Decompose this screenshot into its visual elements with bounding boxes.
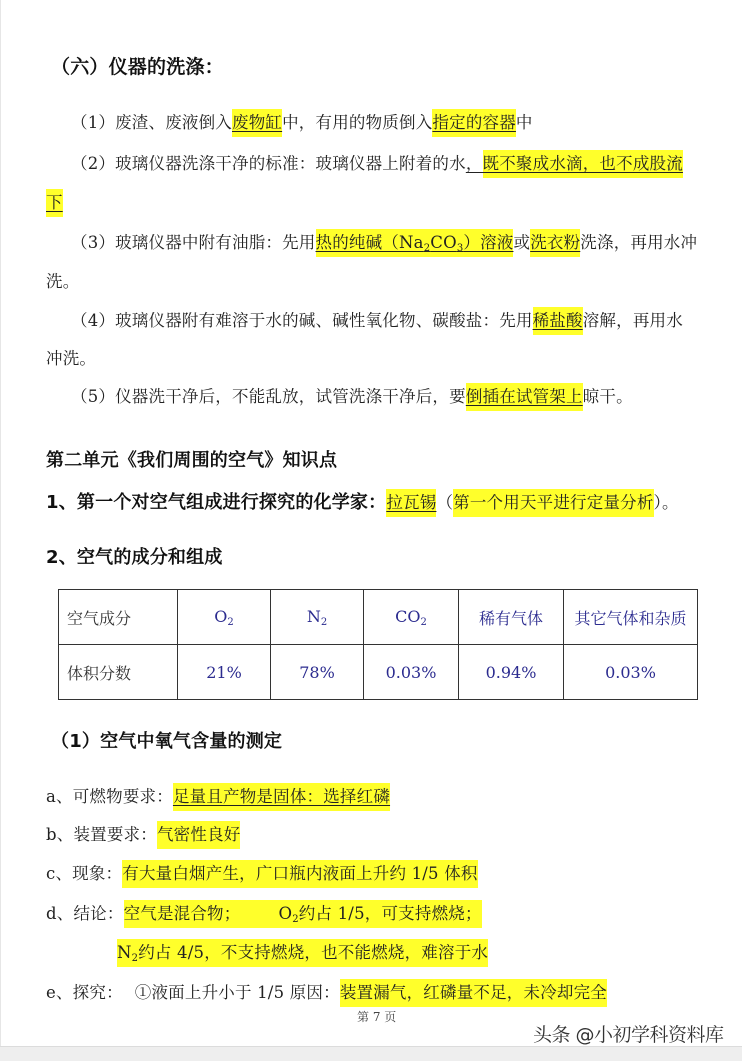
washing-item-2: [71, 150, 683, 174]
text: 中，有用的物质倒入: [282, 113, 433, 132]
table-cell: 0.94%: [459, 645, 564, 700]
text: b、装置要求：: [46, 825, 157, 844]
highlight-detergent: 洗衣粉: [530, 229, 580, 257]
table-cell: 21%: [178, 645, 271, 700]
highlight-waste-jar: 废物缸: [232, 109, 282, 137]
highlight-conclusion-1: 空气是混合物； $O_2$约占 1/5，可支持燃烧；: [124, 900, 482, 928]
text: ，: [465, 154, 483, 173]
air-composition-table: [58, 589, 698, 700]
text: d、结论：: [46, 904, 124, 923]
point-2-label: 2、空气的成分和组成: [46, 547, 223, 568]
item-b: [46, 821, 240, 845]
text: 或: [513, 233, 531, 252]
text: 洗涤，再用水冲: [580, 233, 698, 252]
point-1: [46, 488, 679, 514]
table-cell: 0.03%: [564, 645, 698, 700]
bottom-strip: [0, 1046, 742, 1061]
highlight-lavoisier: 拉瓦锡: [386, 489, 436, 517]
text: 中: [515, 113, 533, 132]
text: （1）废渣、废液倒入: [71, 113, 232, 132]
highlight-clean-standard-cont: 下: [46, 189, 63, 217]
table-cell: 体积分数: [59, 645, 178, 700]
highlight-red-phosphorus: 足量且产物是固体：选择红磷: [173, 783, 390, 811]
table-cell: $N_2$: [271, 590, 364, 645]
text: ①液面上升小于 1/5 原因：: [134, 983, 340, 1002]
oxygen-measure-title: （1）空气中氧气含量的测定: [51, 731, 283, 752]
item-c: [46, 860, 478, 884]
table-cell: 其它气体和杂质: [564, 590, 698, 645]
unit-title: 第二单元《我们周围的空气》知识点: [46, 450, 338, 471]
highlight-conclusion-2: $N_2$约占 4/5，不支持燃烧，也不能燃烧，难溶于水: [117, 939, 488, 967]
table-cell: 稀有气体: [459, 590, 564, 645]
highlight-causes: 装置漏气，红磷量不足，未冷却完全: [340, 979, 607, 1007]
washing-item-3-cont: 洗。: [46, 272, 80, 291]
text: c、现象：: [46, 864, 123, 883]
washing-item-4: [71, 307, 683, 331]
highlight-balance-analysis: 第一个用天平进行定量分析: [453, 489, 653, 517]
table-cell: $CO_2$: [364, 590, 459, 645]
washing-item-3: [71, 229, 697, 254]
item-d-cont: [117, 939, 488, 964]
text: a、可燃物要求：: [46, 787, 173, 806]
washing-item-5: [71, 383, 633, 407]
section-title-washing: （六）仪器的洗涤：: [51, 56, 224, 78]
text: （2）玻璃仪器洗涤干净的标准：玻璃仪器上附着的水: [71, 154, 466, 173]
table-cell: 0.03%: [364, 645, 459, 700]
text: ）。: [653, 493, 679, 512]
text: 溶解，再用水: [582, 311, 683, 330]
highlight-airtight: 气密性良好: [157, 821, 241, 849]
text: （5）仪器洗干净后，不能乱放，试管洗涤干净后，要: [71, 387, 466, 406]
item-a: [46, 783, 390, 807]
table-cell: $O_2$: [178, 590, 271, 645]
watermark: 头条 @小初学科资料库: [533, 1024, 724, 1046]
text: （4）玻璃仪器附有难溶于水的碱、碱性氧化物、碳酸盐：先用: [71, 311, 533, 330]
washing-item-2-cont: [46, 189, 63, 213]
washing-item-1: [71, 109, 533, 133]
page-number: 第 7 页: [357, 1010, 397, 1024]
table-header-row: [59, 590, 698, 645]
table-row: [59, 645, 698, 700]
text: （3）玻璃仪器中附有油脂：先用: [71, 233, 316, 252]
highlight-container: 指定的容器: [432, 109, 516, 137]
highlight-soda-solution: 热的纯碱$(Na_2CO_3)$溶液: [316, 229, 514, 257]
point-1-label: 1、第一个对空气组成进行探究的化学家：: [46, 492, 387, 513]
table-cell: 78%: [271, 645, 364, 700]
item-d: [46, 900, 482, 925]
text: 晾干。: [582, 387, 633, 406]
text: e、探究：: [46, 983, 123, 1002]
highlight-clean-standard: 既不聚成水滴，也不成股流: [483, 150, 683, 178]
item-e: [46, 979, 607, 1003]
washing-item-4-cont: 冲洗。: [46, 349, 97, 368]
highlight-dilute-hcl: 稀盐酸: [533, 307, 583, 335]
text: （: [436, 493, 454, 512]
highlight-phenomenon: 有大量白烟产生，广口瓶内液面上升约 1/5 体积: [122, 860, 477, 888]
table-cell: 空气成分: [59, 590, 178, 645]
highlight-test-tube-rack: 倒插在试管架上: [466, 383, 583, 411]
